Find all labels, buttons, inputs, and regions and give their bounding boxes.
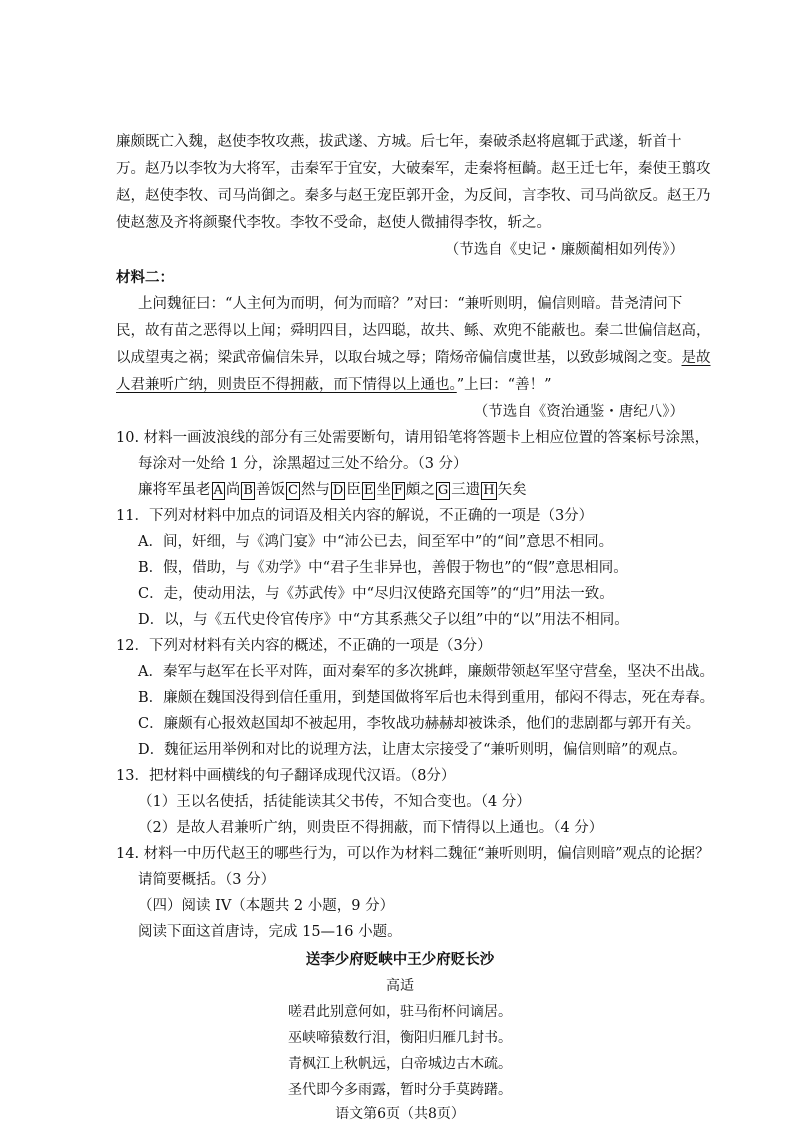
q10-seg-0: 廉将军虽老 bbox=[138, 482, 211, 498]
q10-label-b[interactable]: B bbox=[243, 483, 253, 498]
q10-label-a[interactable]: A bbox=[213, 483, 223, 498]
question-12-option-c[interactable]: C．廉颇有心报效赵国却不被起用，李牧战功赫赫却被诛杀，他们的悲剧都与郭开有关。 bbox=[138, 716, 701, 732]
poem-title: 送李少府贬峡中王少府贬长沙 bbox=[305, 951, 495, 968]
material2-line3 bbox=[116, 348, 711, 368]
question-11-option-c[interactable]: C．走，使动用法，与《苏武传》中“尽归汉使路充国等”的“归”用法一致。 bbox=[138, 586, 614, 602]
q10-seg-2: 善饭 bbox=[255, 482, 285, 498]
material2-line1: 上问魏征曰：“人主何为而明，何为而暗？”对曰：“兼听则明，偏信则暗。昔尧清问下 bbox=[138, 296, 683, 312]
question-13-sentence-1: （1）王以名使括，括徒能读其父书传，不知合变也。（4 分） bbox=[138, 794, 531, 810]
section-4-heading: （四）阅读 IV（本题共 2 小题，9 分） bbox=[138, 898, 395, 914]
q10-label-g[interactable]: G bbox=[437, 483, 449, 498]
q10-seg-6: 頗之 bbox=[405, 482, 435, 498]
material1-line3: 赵，赵使李牧、司马尚御之。秦多与赵王宠臣郭开金，为反间，言李牧、司马尚欲反。赵王乃 bbox=[116, 188, 711, 204]
question-11-option-d[interactable]: D．以，与《五代史伶官传序》中“方其系燕父子以组”中的“以”用法不相同。 bbox=[138, 612, 629, 628]
poem-line-3: 青枫江上秋帆远，白帝城边古木疏。 bbox=[288, 1056, 512, 1072]
question-12-option-d[interactable]: D．魏征运用举例和对比的说理方法，让唐太宗接受了“兼听则明，偏信则暗”的观点。 bbox=[138, 742, 687, 758]
q10-label-c[interactable]: C bbox=[287, 483, 298, 498]
material1-line2: 万。赵乃以李牧为大将军，击秦军于宜安，大破秦军，走秦将桓齮。赵王迁七年，秦使王翦攻 bbox=[116, 161, 711, 177]
question-10-instruction: 每涂对一处给 1 分，涂黑超过三处不给分。（3 分） bbox=[138, 456, 468, 472]
question-10-stem: 10. 材料一画波浪线的部分有三处需要断句，请用铅笔将答题卡上相应位置的答案标号涂黑， bbox=[116, 430, 710, 446]
material1-line4: 使赵葱及齐将颜聚代李牧。李牧不受命，赵使人微捕得李牧，斩之。 bbox=[116, 215, 551, 231]
material1-line1: 廉颇既亡入魏，赵使李牧攻燕，拔武遂、方城。后七年，秦破杀赵将扈辄于武遂，斩首十 bbox=[116, 134, 682, 150]
material2-line4 bbox=[116, 375, 552, 395]
question-11-stem: 11．下列对材料中加点的词语及相关内容的解说，不正确的一项是（3分） bbox=[116, 508, 594, 524]
poem-author: 高适 bbox=[386, 978, 414, 994]
poem-line-1: 嗟君此别意何如，驻马衔杯问谪居。 bbox=[288, 1004, 512, 1020]
question-10-sentence bbox=[138, 480, 527, 500]
question-13-sentence-2: （2）是故人君兼听广纳，则贵臣不得拥蔽，而下情得以上通也。（4 分） bbox=[138, 820, 604, 836]
q10-label-h[interactable]: H bbox=[483, 483, 495, 498]
page-footer: 语文第6页（共8页） bbox=[335, 1106, 465, 1122]
q10-label-d[interactable]: D bbox=[332, 483, 344, 498]
q10-seg-4: 臣 bbox=[346, 482, 361, 498]
material2-line2: 民，故有苗之恶得以上闻；舜明四目，达四聪，故共、鲧、欢兜不能蔽也。秦二世偏信赵高， bbox=[116, 323, 711, 339]
question-12-option-a[interactable]: A．秦军与赵军在长平对阵，面对秦军的多次挑衅，廉颇带领赵军坚守营垒，坚决不出战。 bbox=[138, 664, 714, 680]
material1-source: （节选自《史记・廉颇蔺相如列传》） bbox=[444, 242, 684, 258]
material2-line3-plain: 以成望夷之祸；梁武帝偏信朱异，以取台城之辱；隋炀帝偏信虞世基，以致彭城阁之变。 bbox=[116, 350, 682, 366]
question-11-option-a[interactable]: A．间，奸细，与《鸿门宴》中“沛公已去，间至军中”的“间”意思不相同。 bbox=[138, 534, 614, 550]
q10-label-e[interactable]: E bbox=[363, 483, 374, 498]
material2-line4-end: ”上曰：“善！” bbox=[456, 377, 552, 393]
material2-heading: 材料二： bbox=[116, 269, 174, 286]
question-14-stem: 14. 材料一中历代赵王的哪些行为，可以作为材料二魏征“兼听则明，偏信则暗”观点的论据？ bbox=[116, 846, 710, 862]
question-14-instruction: 请简要概括。（3 分） bbox=[138, 872, 276, 888]
question-11-option-b[interactable]: B．假，借助，与《劝学》中“君子生非异也，善假于物也”的“假”意思相同。 bbox=[138, 560, 628, 576]
poem-line-2: 巫峡啼猿数行泪，衡阳归雁几封书。 bbox=[288, 1030, 512, 1046]
q10-seg-1: 尚 bbox=[225, 482, 241, 498]
section-4-instruction: 阅读下面这首唐诗，完成 15—16 小题。 bbox=[138, 924, 402, 940]
q10-seg-8: 矢矣 bbox=[497, 482, 527, 498]
poem-line-4: 圣代即今多雨露，暂时分手莫踌躇。 bbox=[288, 1082, 512, 1098]
question-13-stem: 13．把材料中画横线的句子翻译成现代汉语。（8分） bbox=[116, 768, 456, 784]
q10-label-f[interactable]: F bbox=[393, 483, 403, 498]
underlined-sentence: 人君兼听广纳，则贵臣不得拥蔽，而下情得以上通也。 bbox=[116, 377, 457, 393]
question-12-stem: 12．下列对材料有关内容的概述，不正确的一项是（3分） bbox=[116, 638, 492, 654]
q10-seg-7: 三遗 bbox=[451, 482, 481, 498]
underlined-sentence-start: 是故 bbox=[681, 350, 711, 366]
question-12-option-b[interactable]: B．廉颇在魏国没得到信任重用，到楚国做将军后也未得到重用，郁闷不得志，死在寿春。 bbox=[138, 690, 715, 706]
q10-seg-3: 然与 bbox=[300, 482, 330, 498]
material2-source: （节选自《资治通鉴・唐纪八》） bbox=[473, 404, 684, 420]
q10-seg-5: 坐 bbox=[376, 482, 391, 498]
